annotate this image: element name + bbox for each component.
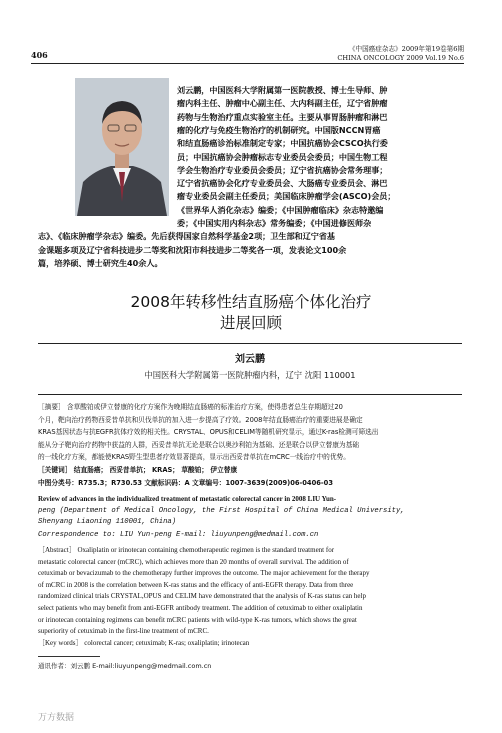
abstract-en-line: select patients who may benefit from anti-EGFR antibody treatment. The addition of cetuximab to either oxaliplatin (38, 604, 363, 612)
bio-line: 瘤的化疗与免疫生物治疗的机制研究。中国版NCCN胃癌 (177, 124, 381, 135)
author-photo (75, 78, 169, 216)
bio-line: 志》、《临床肿瘤学杂志》编委。先后获得国家自然科学基金2项；卫生部和辽宁省基 (38, 231, 336, 242)
bio-line: 瘤内科主任、肿瘤中心副主任、大内科副主任，辽宁省肿瘤 (177, 98, 388, 109)
bio-line: 刘云鹏，中国医科大学附属第一医院教授、博士生导师、肿 (177, 85, 388, 95)
abstract-cn-line: KRAS基因状态与抗EGFR抗体疗效的相关性。CRYSTAL、OPUS和CELIM等随机研究显示，通过K-ras检测可筛选出 (38, 428, 379, 437)
bio-line: 金课题多项及辽宁省科技进步二等奖和沈阳市科技进步二等奖各一项，发表论文100余 (38, 244, 347, 255)
corresponding-author-footnote: 通讯作者：刘云鹏 E-mail:liuyunpeng@medmail.com.cn (38, 662, 212, 670)
author-affiliation: 中国医科大学附属第一医院肿瘤内科，辽宁 沈阳 110001 (144, 370, 356, 380)
abstract-en-line: metastatic colorectal cancer (mCRC), which achieves more than 20 months of overall survival. The addition of (38, 557, 349, 566)
journal-name-cn: 《中国癌症杂志》2009年第19卷第6期 (348, 45, 464, 53)
keywords-en: ［Key words］ colorectal cancer; cetuximab; K-ras; oxaliplatin; irinotecan (38, 639, 250, 647)
author-portrait-image (75, 78, 169, 216)
abstract-cn-line: 个月，靶向治疗药物西妥昔单抗和贝伐单抗的加入进一步提高了疗效。2008年结直肠癌治疗的重要进展是确定 (38, 415, 363, 424)
bio-line: 药物与生物治疗重点实验室主任。主要从事胃肠肿瘤和淋巴 (177, 111, 388, 122)
journal-header (337, 45, 464, 63)
abstract-cn-line: ［摘要］ 含草酸铂或伊立替康的化疗方案作为晚期结直肠癌的标准治疗方案，使得患者总生存期超过20 (38, 403, 343, 411)
correspondence-line: Correspondence to: LIU Yun-peng E-mail: liuyunpeng@medmail.com.cn (38, 531, 319, 539)
author-name: 刘云鹏 (235, 354, 265, 365)
article-title: 2008年转移性结直肠癌个体化治疗 (130, 293, 372, 311)
page-number: 406 (31, 50, 48, 60)
article-title: 进展回顾 (219, 314, 282, 332)
watermark: 万方数据 (38, 713, 75, 723)
bio-line: 和结直肠癌诊治标准制定专家；中国抗癌协会CSCO执行委 (177, 138, 388, 149)
bio-line: 《世界华人消化杂志》编委；《中国肿瘤临床》杂志特邀编 (177, 204, 384, 215)
author-block (38, 343, 462, 395)
abstract-en-line: of mCRC in 2008 is the correlation between K-ras status and the efficacy of anti-EGFR therapy. Data from three (38, 580, 354, 589)
journal-name-en: CHINA ONCOLOGY 2009 Vol.19 No.6 (337, 54, 464, 62)
abstract-en-line: cetuximab or bevacizumab to the chemotherapy further improves the outcome. The major achievement for the therapy (38, 569, 370, 578)
bio-line: 瘤专业委员会副主任委员；美国临床肿瘤学会(ASCO)会员； (177, 191, 396, 202)
classification-line: 中图分类号：R735.3；R730.53 文献标识码：A 文章编号：1007-3639(2009)06-0406-03 (38, 478, 333, 487)
bio-line: 委；《中国实用内科杂志》常务编委；《中国进修医师杂 (177, 218, 372, 228)
bio-line: 学会生物治疗专业委员会委员；辽宁省抗癌协会常务理事； (177, 164, 388, 175)
abstract-en-line: or irinotecan containing regimens can benefit mCRC patients with wild-type K-ras tumors, which shows the great (38, 615, 357, 624)
footnote-rule (38, 656, 100, 657)
abstract-cn-line: 的一线化疗方案，都能使KRAS野生型患者疗效显著提高，显示出西妥昔单抗在mCRC一线治疗中的优势。 (38, 453, 350, 462)
keywords-cn: ［关键词］ 结直肠癌； 西妥昔单抗； KRAS； 草酸铂； 伊立替康 (38, 466, 238, 474)
bio-line: 员；中国抗癌协会肿瘤标志专业委员会委员；中国生物工程 (177, 151, 388, 162)
english-title-line: Review of advances in the individualized treatment of metastatic colorectal cancer in 2008 LIU Yun- (38, 495, 337, 503)
bio-line: 辽宁省抗癌协会化疗专业委员会、大肠癌专业委员会、淋巴 (177, 178, 388, 189)
header-rule (31, 63, 464, 64)
abstract-en-line: randomized clinical trials CRYSTAL,OPUS and CELIM have demonstrated that the analysis of K-ras status can help (38, 592, 366, 601)
abstract-cn-line: 能从分子靶向治疗药物中获益的人群，西妥昔单抗无论是联合以奥沙利铂为基础、还是联合以伊立替康为基础 (38, 440, 359, 449)
bio-line: 篇，培养硕、博士研究生40余人。 (38, 257, 163, 268)
english-affiliation-line: peng (Department of Medical Oncology, the First Hospital of China Medical University, (38, 506, 405, 515)
english-affiliation-line: Shenyang Liaoning 110001, China) (38, 518, 177, 527)
abstract-en-line: superiority of cetuximab in the first-line treatment of mCRC. (38, 627, 209, 636)
abstract-en-line: ［Abstract］ Oxaliplatin or irinotecan containing chemotherapeutic regimen is the standard treatment for (38, 546, 335, 554)
